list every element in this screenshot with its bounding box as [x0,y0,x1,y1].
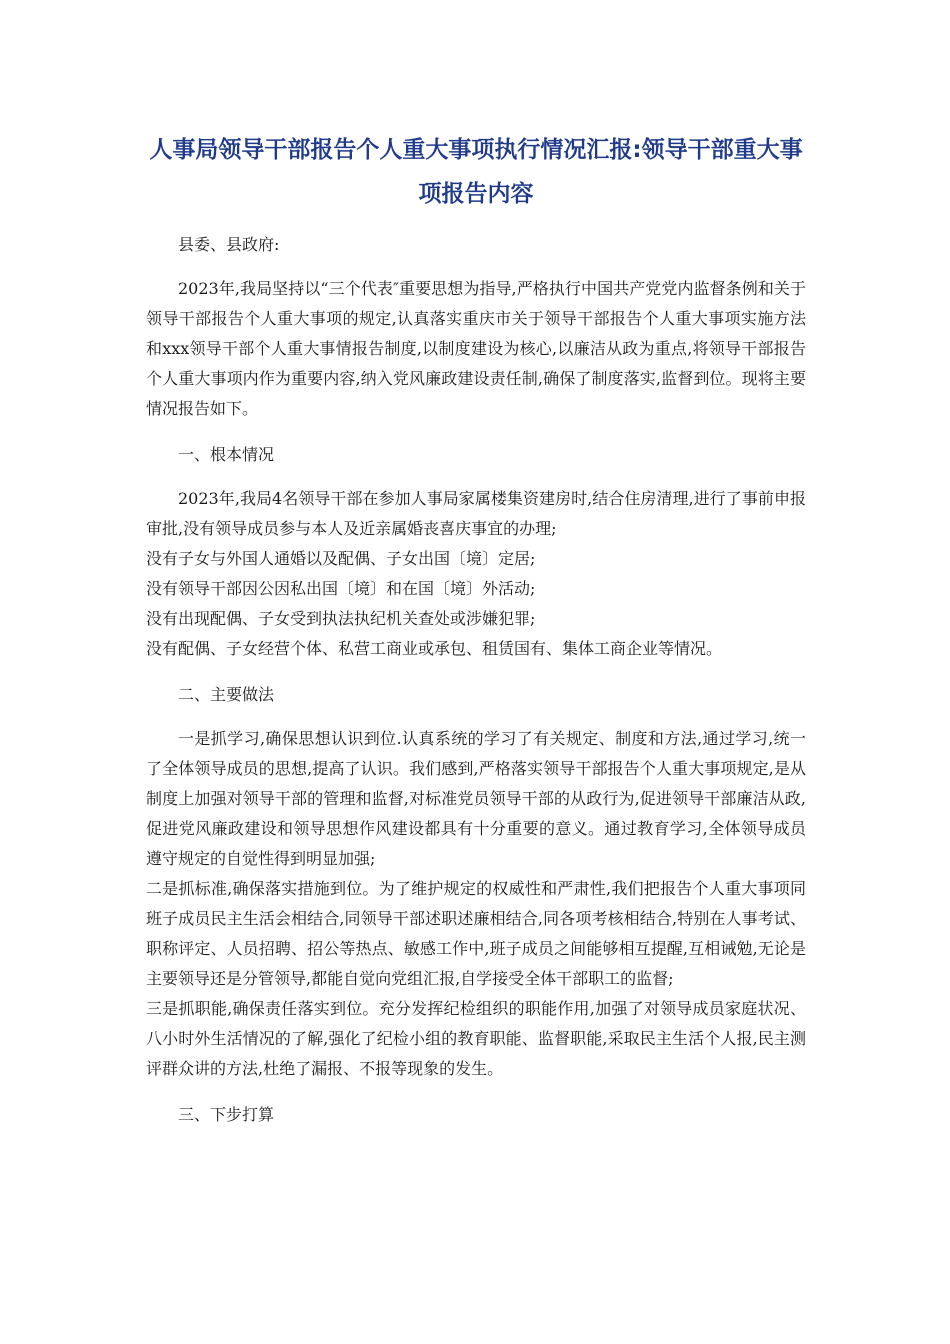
section-2-paragraph: 一是抓学习,确保思想认识到位.认真系统的学习了有关规定、制度和方法,通过学习,统一了全体领导成员的思想,提高了认识。我们感到,严格落实领导干部报告个人重大事项规定,是从制度上加强对领导干部的管理和监督,对标准党员领导干部的从政行为,促进领导干部廉洁从政,促进党风廉政建设和领导思想作风建设都具有十分重要的意义。通过教育学习,全体领导成员遵守规定的自觉性得到明显加强; [146,729,806,868]
document-title: 人事局领导干部报告个人重大事项执行情况汇报:领导干部重大事项报告内容 [149,137,803,207]
section-1-line: 没有出现配偶、子女受到执法执纪机关查处或涉嫌犯罪; [146,609,536,628]
document-page [146,128,806,1130]
intro-paragraph: 2023年,我局坚持以“三个代表″重要思想为指导,严格执行中国共产党党内监督条例和关于领导干部报告个人重大事项的规定,认真落实重庆市关于领导干部报告个人重大事项实施方法和xxx领导干部个人重大事情报告制度,以制度建设为核心,以廉洁从政为重点,将领导干部报告个人重大事项内作为重要内容,纳入党风廉政建设责任制,确保了制度落实,监督到位。现将主要情况报告如下。 [146,279,806,418]
section-1-line: 没有领导干部因公因私出国〔境〕和在国〔境〕外活动; [146,579,536,598]
section-1-heading: 一、根本情况 [178,445,275,464]
section-1-line: 没有配偶、子女经营个体、私营工商业或承包、租赁国有、集体工商企业等情况。 [146,639,723,658]
section-2-line: 三是抓职能,确保责任落实到位。充分发挥纪检组织的职能作用,加强了对领导成员家庭状况、八小时外生活情况的了解,强化了纪检小组的教育职能、监督职能,采取民主生活个人报,民主测评群众讲的方法,杜绝了漏报、不报等现象的发生。 [146,999,806,1078]
section-1-paragraph: 2023年,我局4名领导干部在参加人事局家属楼集资建房时,结合住房清理,进行了事前申报审批,没有领导成员参与本人及近亲属婚丧喜庆事宜的办理; [146,489,806,538]
section-2-line: 二是抓标准,确保落实措施到位。为了维护规定的权威性和严肃性,我们把报告个人重大事项同班子成员民主生活会相结合,同领导干部述职述廉相结合,同各项考核相结合,特别在人事考试、职称评定、人员招聘、招公等热点、敏感工作中,班子成员之间能够相互提醒,互相诫勉,无论是主要领导还是分管领导,都能自觉向党组汇报,自学接受全体干部职工的监督; [146,879,806,988]
section-1-line: 没有子女与外国人通婚以及配偶、子女出国〔境〕定居; [146,549,536,568]
section-3-heading: 三、下步打算 [178,1105,275,1124]
salutation: 县委、县政府: [178,235,280,254]
section-2-heading: 二、主要做法 [178,685,275,704]
